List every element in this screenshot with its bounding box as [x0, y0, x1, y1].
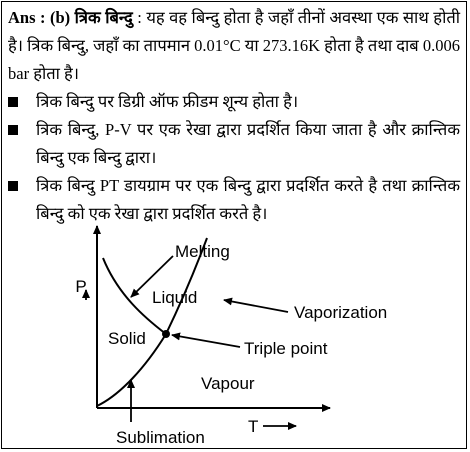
- vapour-label: Vapour: [201, 374, 255, 393]
- triple-point-dot: [162, 330, 170, 338]
- answer-prefix: Ans : (b): [8, 8, 71, 27]
- liquid-label: Liquid: [152, 288, 198, 307]
- triple-point-label: Triple point: [244, 339, 328, 358]
- p-axis-label: P: [75, 277, 87, 296]
- t-axis-label: T: [248, 417, 259, 436]
- vaporization-label: Vaporization: [294, 303, 388, 322]
- triple-point-arrow: [172, 335, 240, 347]
- answer-term: त्रिक बिन्दु: [74, 8, 133, 27]
- vaporization-arrow: [224, 300, 288, 312]
- bullet-text: त्रिक बिन्दु पर डिग्री ऑफ फ्रीडम शून्य होता है।: [36, 92, 299, 111]
- answer-intro-text: : यह वह बिन्दु होता है जहाँ तीनों अवस्था एक साथ होती है। त्रिक बिन्दु, जहाँ का तापमान 0.01°C या 273.16K होता है तथा दाब 0.006 bar होता है।: [8, 8, 461, 83]
- melting-label: Melting: [175, 242, 230, 261]
- bullet-text: त्रिक बिन्दु PT डायग्राम पर एक बिन्दु द्वारा प्रदर्शित करते है तथा क्रान्तिक बिन्दु को एक रेखा द्वारा प्रदर्शित करते है।: [36, 176, 460, 223]
- bullet-text: त्रिक बिन्दु, P-V पर एक रेखा द्वारा प्रदर्शित किया जाता है और क्रान्तिक बिन्दु एक बिन्दु द्वारा।: [36, 120, 460, 167]
- solid-label: Solid: [108, 329, 146, 348]
- sublimation-label: Sublimation: [116, 428, 205, 447]
